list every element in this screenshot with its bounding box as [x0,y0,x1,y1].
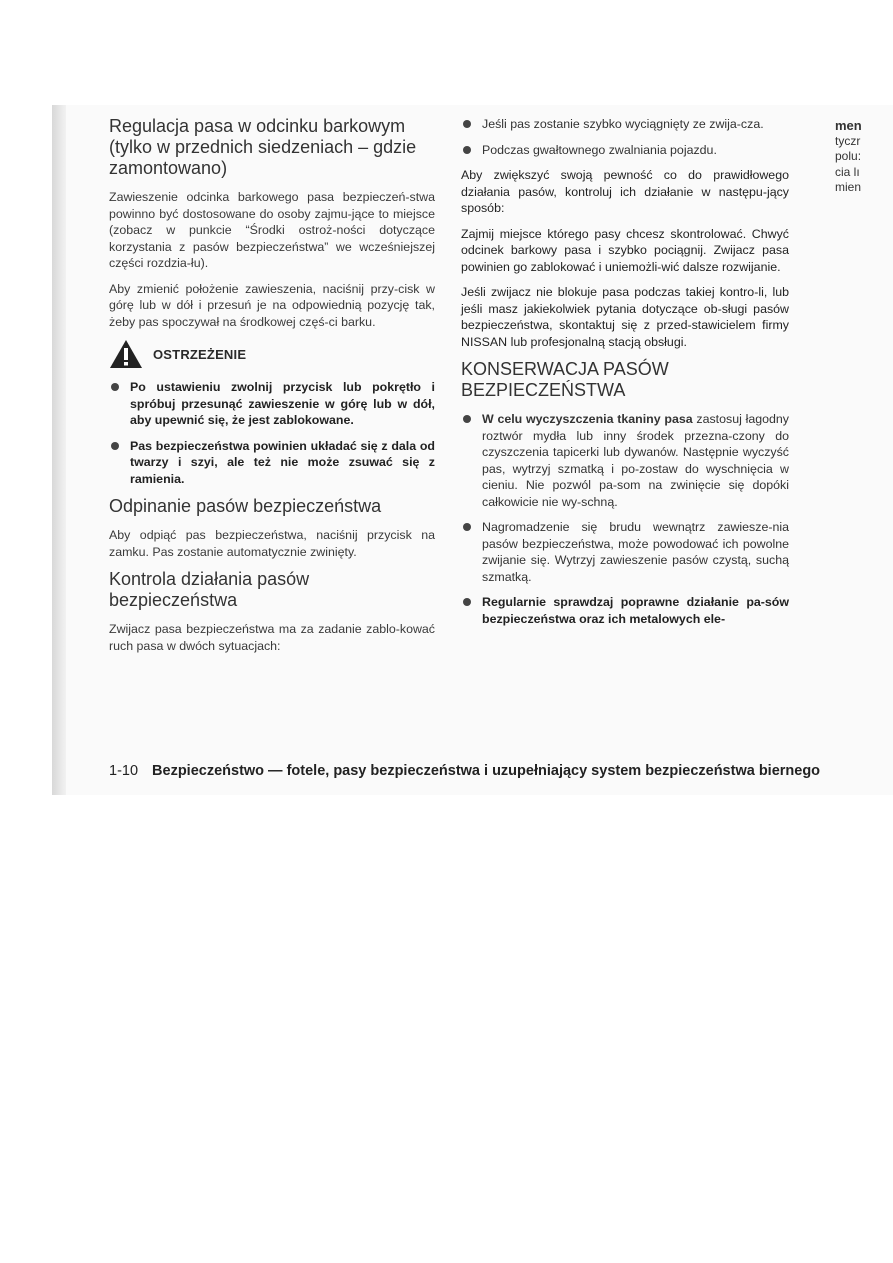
scan-binding-edge [52,105,66,795]
bullet-icon [111,442,119,450]
bullet-icon [463,598,471,606]
page-number: 1-10 [109,763,139,779]
paragraph: Aby zwiększyć swoją pewność co do prawidłowego działania pasów, kontroluj ich działanie w następu-jący sposób: [461,168,789,215]
edge-text: mien [835,180,862,194]
list-item: Jeśli pas zostanie szybko wyciągnięty ze zwija-cza. [461,116,789,133]
edge-text: polu: [835,149,862,163]
bullet-icon [111,383,119,391]
list-item: W celu wyczyszczenia tkaniny pasa zastosuj łagodny roztwór mydła lub inny środek przezna-czony do czyszczenia tapicerki lub dywanów. Następnie wyczyść pas, wytrzyj szmatką i po-zostaw do wyschnięcia w cieniu. Nie pozwól pa-som na zwinięcie się dopóki całkowicie nie wy-schną. [461,411,789,510]
left-column [109,116,435,663]
paragraph: Aby odpiąć pas bezpieczeństwa, naciśnij przycisk na zamku. Pas zostanie automatycznie zwinięty. [109,528,435,559]
edge-text: men [835,118,862,133]
paragraph: Zawieszenie odcinka barkowego pasa bezpieczeń-stwa powinno być dostosowane do osoby zajmu-jące to miejsce (zobacz w punkcie “Środki ostroż-ności dotyczące korzystania z pasów bezpieczeństwa” we wcześniejszej części rozdzia-łu). [109,190,435,270]
paragraph: Aby zmienić położenie zawieszenia, naciśnij przy-cisk w górę lub w dół i przesuń je na odpowiednią pozycję tak, żeby pas spoczywał na środkowej częś-ci barku. [109,281,435,329]
bullet-icon [463,523,471,531]
right-column [461,116,789,636]
warning-triangle-icon [109,339,143,369]
bullet-icon [463,415,471,423]
warning-header [109,339,435,369]
warning-item: Po ustawieniu zwolnij przycisk lub pokrętło i spróbuj przesunąć zawieszenie w górę lub w dół, aby upewnić się, że jest zablokowane. [109,379,435,429]
list-item: Podczas gwałtownego zwalniania pojazdu. [461,142,789,159]
page-footer [109,763,893,779]
paragraph: Zwijacz pasa bezpieczeństwa ma za zadanie zablo-kować ruch pasa w dwóch sytuacjach: [109,622,435,653]
edge-text: cia lı [835,164,860,179]
paragraph: Jeśli zwijacz nie blokuje pasa podczas takiej kontro-li, lub jeśli masz jakiekolwiek pytania dotyczące ob-sługi pasów bezpieczeństwa, skontaktuj się z przed-stawicielem firmy NISSAN lub profesjonalną stacją obsługi. [461,285,789,349]
cut-off-column [835,118,893,196]
heading-unbuckling: Odpinanie pasów bezpieczeństwa [109,496,382,516]
list-item: Regularnie sprawdzaj poprawne działanie pa-sów bezpieczeństwa oraz ich metalowych ele- [461,594,789,627]
warning-label: OSTRZEŻENIE [153,346,247,362]
list-item: Nagromadzenie się brudu wewnątrz zawiesze-nia pasów bezpieczeństwa, może powodować ich powolne zwijanie się. Wytrzyj zawieszenie pasów czystą, suchą szmatką. [461,519,789,585]
edge-text: tyczr [835,133,861,148]
warning-item: Pas bezpieczeństwa powinien układać się z dala od twarzy i szyi, ale też nie może zsuwać się z ramienia. [109,438,435,488]
paragraph: Zajmij miejsce którego pasy chcesz skontrolować. Chwyć odcinek barkowy pasa i szybko pociągnij. Zwijacz pasa powinien go zablokować i uniemożli-wić dalsze rozwijanie. [461,226,789,274]
bullet-icon [463,146,471,154]
bullet-icon [463,120,471,128]
chapter-title: Bezpieczeństwo — fotele, pasy bezpieczeństwa i uzupełniający system bezpieczeństwa biernego [152,763,821,779]
heading-shoulder-belt-adjust: Regulacja pasa w odcinku barkowym (tylko w przednich siedzeniach – gdzie zamontowano) [109,116,417,178]
heading-belt-check: Kontrola działania pasów bezpieczeństwa [109,569,310,610]
heading-belt-maintenance: KONSERWACJA PASÓW BEZPIECZEŃSTWA [461,359,669,400]
